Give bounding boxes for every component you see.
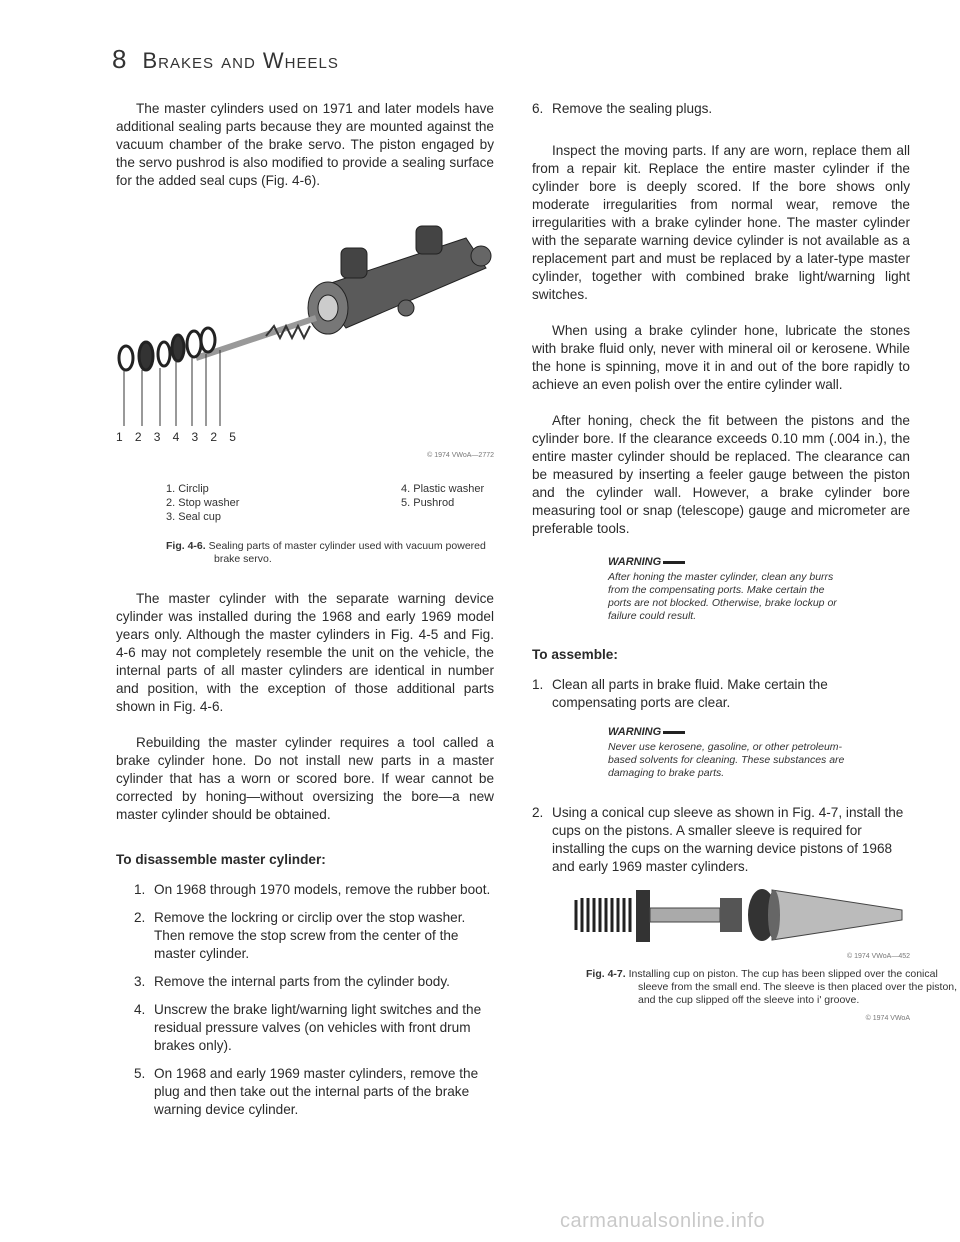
callout-number: 3 xyxy=(153,430,161,444)
seal-parts xyxy=(119,328,215,370)
figure-caption xyxy=(586,968,960,1007)
warning-box xyxy=(608,556,848,623)
body-paragraph: The master cylinder with the separate warning device cylinder was installed during the 1968 and early 1969 model years only. Although the master cylinders in Fig. 4-5 and Fig. 4-6 may not completely resemble the unit on the vehicle, the internal parts of all master cylinders are identical in number and position, with the exception of those additional parts shown in Fig. 4-6. xyxy=(116,591,494,714)
callout-number: 1 xyxy=(116,430,123,444)
body-paragraph: When using a brake cylinder hone, lubricate the stones with brake fluid only, never with mineral oil or kerosene. While the hone is spinning, move it in and out of the bore rapidly to achieve an even polish over the entire cylinder wall. xyxy=(532,323,910,392)
legend-item: 1. Circlip xyxy=(166,483,209,495)
fig1-callout-numbers xyxy=(116,430,236,444)
disassembly-steps xyxy=(116,881,494,1119)
warning-text: Never use kerosene, gasoline, or other petroleum-based solvents for cleaning. These substances are damaging to brake parts. xyxy=(608,741,845,779)
assembly-steps xyxy=(532,676,910,712)
figure-caption-label: Fig. 4-6. xyxy=(166,540,206,552)
figure-caption xyxy=(166,540,494,566)
figure-caption-text: Installing cup on piston. The cup has been slipped over the conical sleeve from the small end. The sleeve is then placed over the piston, and the cup slipped off the sleeve into i' groove. xyxy=(628,968,958,1006)
page-number: 8 xyxy=(112,44,127,74)
figure-4-6-illustration xyxy=(116,208,494,466)
figure-credit: © 1974 VWoA—452 xyxy=(846,953,910,960)
master-cylinder-exploded-drawing xyxy=(116,208,494,466)
callout-number: 2 xyxy=(210,430,218,444)
body-paragraph: Rebuilding the master cylinder requires a tool called a brake cylinder hone. Do not install new parts in a master cylinder that has a worn or scored bore. If wear cannot be corrected by honing—without oversizing the bore—a new master cylinder should be obtained. xyxy=(116,735,494,822)
warning-label: WARNING xyxy=(608,556,662,568)
figure-credit: © 1974 VWoA—2772 xyxy=(427,452,494,459)
list-item: 2. Using a conical cup sleeve as shown in Fig. 4-7, install the cups on the pistons. A smaller sleeve is required for installing the cups on the warning device pistons of 1968 and early 1969 master cylinders. xyxy=(532,805,904,874)
piston-end xyxy=(720,898,742,932)
warning-box xyxy=(608,726,848,780)
piston-spring xyxy=(576,898,630,932)
piston-head xyxy=(636,890,650,942)
page-header xyxy=(112,44,339,84)
list-item: 3. Remove the internal parts from the cylinder body. xyxy=(134,974,450,989)
legend-item: 5. Pushrod xyxy=(401,497,455,509)
body-paragraph: After honing, check the fit between the pistons and the cylinder bore. If the clearance exceeds 0.10 mm (.004 in.), the entire master cylinder should be replaced. The clearance can be measured by inserting a feeler gauge between the piston and the cylinder wall. However, a brake cylinder bore measuring tool or snap (telescope) gauge and micrometer are preferable tools. xyxy=(532,413,910,536)
piston-cup-sleeve-drawing xyxy=(572,886,912,946)
intro-paragraph: The master cylinders used on 1971 and later models have additional sealing parts because they are mounted against the vacuum chamber of the brake servo. The piston engaged by the servo pushrod is also modified to provide a sealing surface for the added seal cups (Fig. 4-6). xyxy=(116,101,494,188)
right-column xyxy=(532,100,958,1022)
body-paragraph: Inspect the moving parts. If any are worn, replace them all from a repair kit. Replace the entire master cylinder if the cylinder bore is deeply scored. If the bore shows only moderate irregularities from normal wear, remove the irregularities with a brake cylinder hone. The master cylinder with the separate warning device cylinder is not available as a replacement part and must be replaced by a later-type master cylinder, together with combined brake light/warning light switches. xyxy=(532,143,910,302)
callout-number: 5 xyxy=(229,430,236,444)
assembly-steps-continued xyxy=(532,804,910,876)
figure-legend xyxy=(166,482,494,524)
legend-item: 2. Stop washer xyxy=(166,497,240,509)
list-item: 1. On 1968 through 1970 models, remove the rubber boot. xyxy=(134,882,491,897)
list-item: 6. Remove the sealing plugs. xyxy=(532,101,713,116)
page-title: Brakes and Wheels xyxy=(142,48,339,73)
left-column xyxy=(116,100,494,1129)
callout-number: 3 xyxy=(191,430,199,444)
callout-number: 4 xyxy=(172,430,180,444)
legend-item: 4. Plastic washer xyxy=(401,483,485,495)
warning-label: WARNING xyxy=(608,726,662,738)
conical-sleeve xyxy=(772,890,902,940)
figure-caption-label: Fig. 4-7. xyxy=(586,968,626,980)
warning-text: After honing the master cylinder, clean any burrs from the compensating ports. Make certain the ports are not blocked. Otherwise, brake lockup or failure could result. xyxy=(608,571,837,622)
section-subheading: To assemble: xyxy=(532,647,618,662)
master-cylinder-body xyxy=(308,226,491,334)
watermark-text: carmanualsonline.info xyxy=(560,1210,766,1232)
callout-number: 2 xyxy=(134,430,142,444)
piston-shaft xyxy=(650,908,720,922)
legend-item: 3. Seal cup xyxy=(166,511,222,523)
section-subheading: To disassemble master cylinder: xyxy=(116,852,326,867)
figure-4-7-illustration xyxy=(572,886,910,960)
figure-credit: © 1974 VWoA xyxy=(865,1015,910,1022)
list-item: 2. Remove the lockring or circlip over the stop washer. Then remove the stop screw from the center of the master cylinder. xyxy=(134,910,466,961)
list-item: 1. Clean all parts in brake fluid. Make certain the compensating ports are clear. xyxy=(532,677,828,710)
list-item: 5. On 1968 and early 1969 master cylinders, remove the plug and then take out the internal parts of the brake warning device cylinder. xyxy=(134,1066,479,1117)
figure-caption-text: Sealing parts of master cylinder used with vacuum powered brake servo. xyxy=(208,540,486,565)
list-item: 4. Unscrew the brake light/warning light switches and the residual pressure valves (on vehicles with front drum brakes only). xyxy=(134,1002,482,1053)
disassembly-steps-continued xyxy=(532,100,910,118)
